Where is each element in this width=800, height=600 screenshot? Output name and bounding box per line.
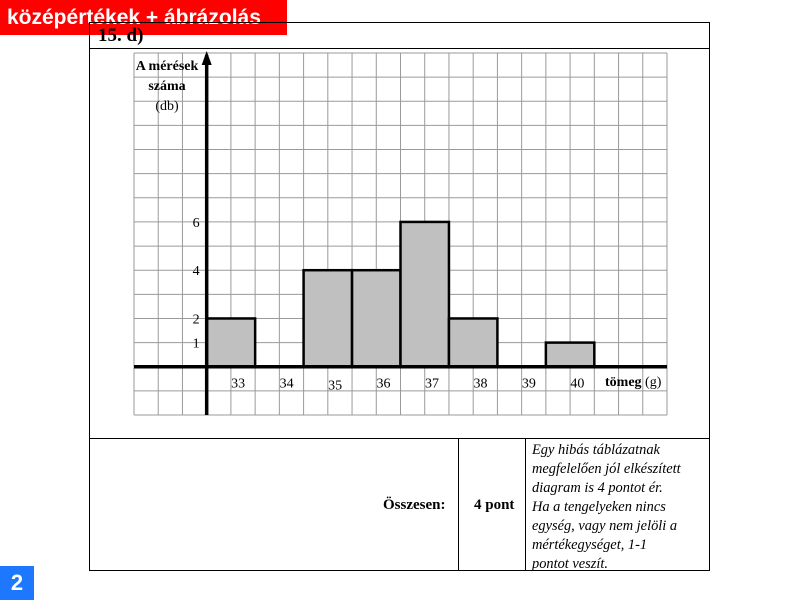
y-axis-label: A mérések (135, 59, 199, 74)
y-axis-label: (db) (155, 99, 179, 114)
y-tick-label: 2 (192, 312, 200, 328)
topic-banner: középértékek + ábrázolás (0, 0, 287, 35)
y-tick-label: 6 (192, 215, 200, 231)
note-line: egység, vagy nem jelöli a (532, 518, 678, 534)
histogram-bar (207, 318, 255, 366)
x-tick-label: 40 (570, 376, 585, 392)
x-tick-label: 36 (376, 376, 391, 392)
x-tick-label: 37 (424, 376, 439, 392)
note-line: mértékegységet, 1-1 (532, 537, 648, 553)
x-axis-label-name: tömeg (605, 375, 642, 390)
grading-note (532, 441, 710, 574)
note-line: pontot veszít. (532, 556, 608, 572)
note-line: Ha a tengelyeken nincs (532, 499, 666, 515)
x-tick-label: 39 (521, 376, 536, 392)
y-axis-label: száma (148, 79, 186, 94)
summary-divider-2 (525, 438, 526, 571)
y-tick-label: 1 (192, 336, 200, 352)
x-tick-label: 34 (279, 376, 294, 392)
total-label: Összesen: (383, 497, 446, 513)
x-tick-label: 35 (328, 378, 343, 394)
note-line: megfelelően jól elkészített (532, 461, 681, 477)
histogram-bar (449, 318, 497, 366)
summary-divider-1 (458, 438, 459, 571)
note-line: Egy hibás táblázatnak (532, 442, 660, 458)
points-value: 4 pont (474, 497, 515, 513)
note-line: diagram is 4 pontot ér. (532, 480, 663, 496)
summary-separator (89, 438, 710, 439)
task-label: 15. d) (98, 25, 144, 46)
x-axis-label (605, 375, 662, 390)
x-axis-label-unit: (g) (641, 375, 662, 390)
histogram-bar (352, 270, 400, 367)
histogram-bar (546, 343, 594, 367)
y-tick-label: 4 (192, 264, 200, 280)
x-tick-label: 33 (231, 376, 246, 392)
x-tick-label: 38 (473, 376, 488, 392)
histogram-bar (304, 270, 352, 367)
histogram-bar (401, 222, 449, 367)
slide-number: 2 (0, 566, 34, 600)
